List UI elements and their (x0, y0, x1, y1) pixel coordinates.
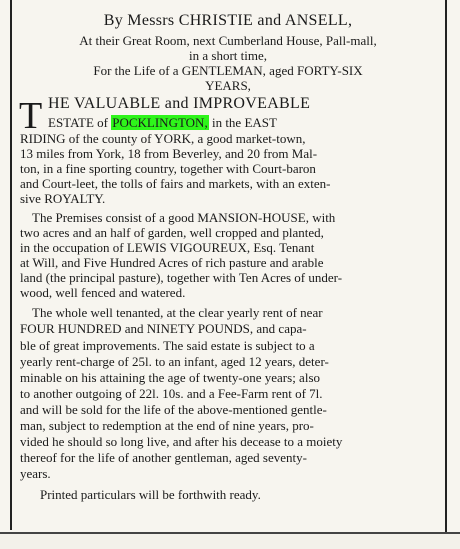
para3-line-7: and will be sold for the life of the above-mentioned gentle- (20, 402, 327, 417)
para3-line-3: ble of great improvements. The said estate is subject to a (20, 338, 315, 353)
years-line: YEARS, (205, 78, 251, 93)
para1-line-5: sive ROYALTY. (20, 191, 106, 206)
highlighted-place-name: POCKLINGTON, (112, 115, 208, 130)
para1-line-4: and Court-leet, the tolls of fairs and markets, with an exten- (20, 176, 331, 191)
timing-line: in a short time, (189, 48, 267, 63)
drop-cap: T (19, 95, 43, 137)
para1-line-3: ton, in a fine sporting country, together with Court-baron (20, 161, 316, 176)
para3-line-2: FOUR HUNDRED and NINETY POUNDS, and capa- (20, 321, 307, 336)
para2-line-5: land (the principal pasture), together with Ten Acres of under- (20, 270, 343, 285)
venue-line: At their Great Room, next Cumberland House, Pall-mall, (79, 33, 377, 48)
title-line-2-post: in the EAST (211, 115, 277, 130)
para2-line-6: wood, well fenced and watered. (20, 285, 186, 300)
para3-line-6: to another outgoing of 22l. 10s. and a Fee-Farm rent of 7l. (20, 386, 323, 401)
title-line-2-pre: ESTATE of (48, 115, 108, 130)
title-line-2 (48, 115, 442, 131)
para3-line-1: The whole well tenanted, at the clear yearly rent of near (32, 305, 323, 320)
para3-line-8: man, subject to redemption at the end of nine years, pro- (20, 418, 314, 433)
para3-line-11: years. (20, 466, 51, 481)
life-line: For the Life of a GENTLEMAN, aged FORTY-SIX (93, 63, 363, 78)
top-cut-fragment (0, 0, 460, 10)
title-line-1: HE VALUABLE and IMPROVEABLE (48, 95, 311, 112)
bottom-margin (0, 534, 460, 549)
para2-line-3: in the occupation of LEWIS VIGOUREUX, Esq. Tenant (20, 240, 315, 255)
para1-line-1: RIDING of the county of YORK, a good market-town, (20, 131, 306, 146)
para3-line-10: thereof for the life of another gentleman, aged seventy- (20, 450, 307, 465)
column-rule-left (10, 0, 12, 530)
auctioneers-line: By Messrs CHRISTIE and ANSELL, (103, 13, 353, 29)
column-rule-right (445, 0, 447, 536)
para3-line-5: minable on his attaining the age of twenty-one years; also (20, 370, 320, 385)
para2-line-2: two acres and an half of garden, well cropped and planted, (20, 225, 324, 240)
para3-line-9: vided he should so long live, and after his decease to a moiety (20, 434, 343, 449)
para1-line-2: 13 miles from York, 18 from Beverley, and 20 from Mal- (20, 146, 318, 161)
para2-line-4: at Will, and Five Hundred Acres of rich pasture and arable (20, 255, 324, 270)
para3-line-4: yearly rent-charge of 25l. to an infant, aged 12 years, deter- (20, 354, 329, 369)
printed-particulars-line: Printed particulars will be forthwith ready. (40, 487, 261, 502)
para2-line-1: The Premises consist of a good MANSION-HOUSE, with (32, 210, 336, 225)
